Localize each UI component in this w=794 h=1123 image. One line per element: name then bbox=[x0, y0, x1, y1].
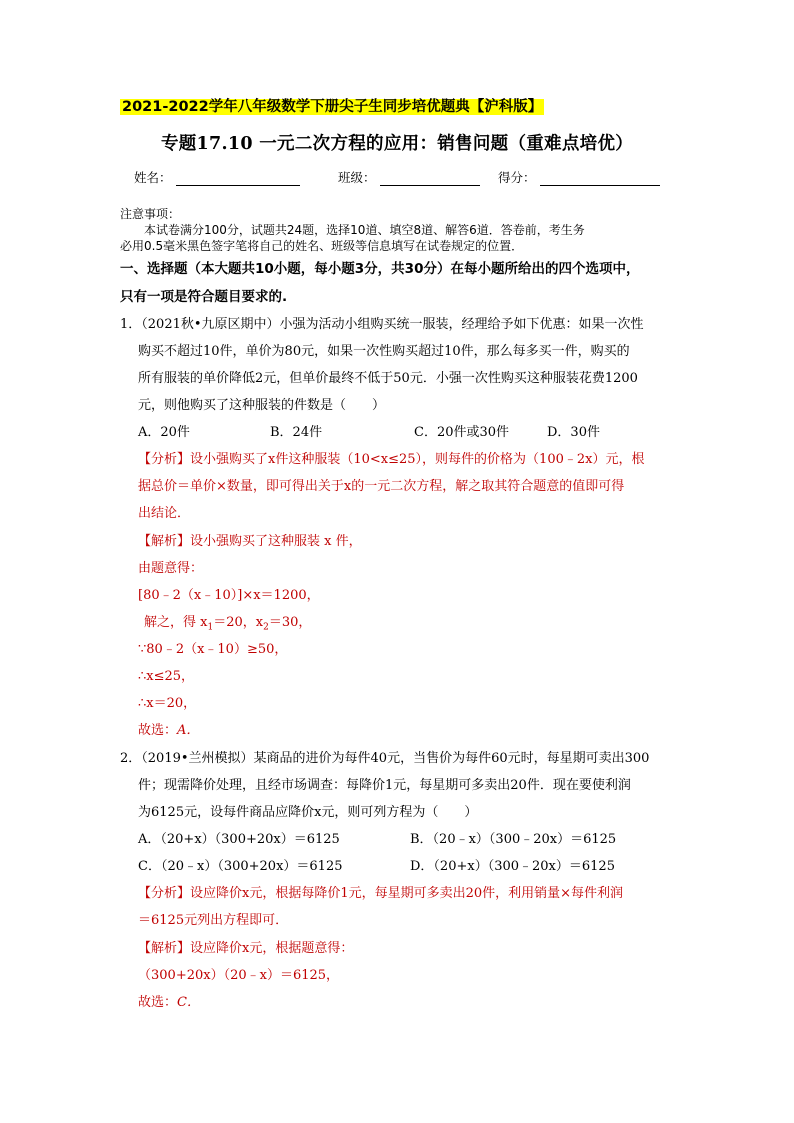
class-blank[interactable] bbox=[380, 172, 480, 186]
score-field bbox=[498, 168, 660, 186]
answer-line bbox=[138, 991, 200, 1010]
solution-line: （300+20x）（20﹣x）＝6125， bbox=[138, 968, 340, 983]
banner-text: 2021-2022学年八年级数学下册尖子生同步培优题典【沪科版】 bbox=[122, 99, 543, 115]
notice-line: 本试卷满分100分，试题共24题，选择10道、填空8道、解答6道．答卷前，考生务 bbox=[144, 223, 585, 237]
answer-value: C． bbox=[177, 995, 200, 1010]
name-label: 姓名： bbox=[134, 170, 172, 185]
analysis-line: 出结论． bbox=[138, 506, 191, 521]
solution-line: 由题意得： bbox=[138, 561, 204, 576]
score-blank[interactable] bbox=[540, 172, 660, 186]
section-heading: 只有一项是符合题目要求的. bbox=[120, 289, 288, 305]
subscript: 1 bbox=[207, 622, 214, 633]
option-c[interactable]: C．20件或30件 bbox=[414, 425, 510, 440]
solution-text: 设小强购买了这种服装 x 件， bbox=[190, 534, 362, 549]
option-b[interactable]: B．24件 bbox=[270, 425, 323, 440]
analysis-line: 据总价＝单价×数量，即可得出关于x的一元二次方程，解之取其符合题意的值即可得 bbox=[138, 479, 625, 494]
question-2-stem: 2．（2019•兰州模拟）某商品的进价为每件40元，当售价为每件60元时，每星期可卖出300 bbox=[120, 751, 650, 766]
analysis-line: ＝6125元列出方程即可． bbox=[138, 913, 289, 928]
option-d[interactable]: D．（20+x）（300﹣20x）＝6125 bbox=[410, 859, 615, 874]
name-field bbox=[134, 168, 300, 186]
analysis-text: 设小强购买了x件这种服装（10<x≤25），则每件的价格为（100﹣2x）元，根 bbox=[190, 452, 645, 467]
analysis-tag: 【分析】 bbox=[138, 452, 191, 467]
solution-line bbox=[138, 530, 362, 549]
solution-line: ∵80﹣2（x﹣10）≥50， bbox=[138, 642, 288, 657]
question-1-stem: 1．（2021秋•九原区期中）小强为活动小组购买统一服装，经理给予如下优惠：如果一次性 bbox=[120, 317, 644, 332]
answer-line bbox=[138, 719, 199, 738]
option-d[interactable]: D．30件 bbox=[547, 425, 600, 440]
class-field bbox=[338, 168, 480, 186]
analysis-line bbox=[138, 882, 623, 901]
question-2-stem: 件；现需降价处理，且经市场调查：每降价1元，每星期可多卖出20件．现在要使利润 bbox=[138, 778, 631, 793]
option-b[interactable]: B．（20﹣x）（300﹣20x）＝6125 bbox=[410, 832, 617, 847]
question-1-stem: 所有服装的单价降低2元，但单价最终不低于50元．小强一次性购买这种服装花费1200 bbox=[138, 371, 638, 386]
answer-label: 故选： bbox=[138, 995, 178, 1010]
option-a[interactable]: A．（20+x）（300+20x）＝6125 bbox=[138, 832, 340, 847]
option-c[interactable]: C．（20﹣x）（300+20x）＝6125 bbox=[138, 859, 343, 874]
option-a[interactable]: A．20件 bbox=[138, 425, 190, 440]
analysis-text: 设应降价x元，根据每降价1元，每星期可多卖出20件，利用销量×每件利润 bbox=[190, 886, 624, 901]
solution-fragment: 解之，得 x bbox=[144, 615, 208, 630]
score-label: 得分： bbox=[498, 170, 536, 185]
answer-label: 故选： bbox=[138, 723, 178, 738]
question-1-stem: 元，则他购买了这种服装的件数是（ ） bbox=[138, 398, 386, 413]
section-heading: 一、选择题（本大题共10小题，每小题3分，共30分）在每小题所给出的四个选项中， bbox=[120, 261, 640, 277]
solution-line: ∴x≤25， bbox=[138, 669, 195, 684]
solution-line: [80﹣2（x﹣10）]×x＝1200， bbox=[138, 588, 320, 603]
solution-line bbox=[138, 937, 353, 956]
analysis-line bbox=[138, 448, 644, 467]
page-title: 专题17.10 一元二次方程的应用：销售问题（重难点培优） bbox=[160, 134, 634, 154]
solution-fragment: ＝20，x bbox=[213, 615, 264, 630]
notice-line: 必用0.5毫米黑色签字笔将自己的姓名、班级等信息填写在试卷规定的位置． bbox=[120, 239, 524, 253]
subscript: 2 bbox=[263, 622, 269, 633]
solution-tag: 【解析】 bbox=[138, 534, 191, 549]
name-blank[interactable] bbox=[176, 172, 300, 186]
solution-line bbox=[144, 611, 311, 633]
analysis-tag: 【分析】 bbox=[138, 886, 191, 901]
header-banner bbox=[120, 96, 544, 117]
solution-fragment: ＝30， bbox=[268, 615, 312, 630]
solution-line: ∴x＝20， bbox=[138, 696, 197, 711]
notice-block bbox=[120, 206, 680, 254]
answer-value: A． bbox=[177, 723, 200, 738]
solution-tag: 【解析】 bbox=[138, 941, 191, 956]
solution-text: 设应降价x元，根据题意得： bbox=[190, 941, 354, 956]
question-2-stem: 为6125元，设每件商品应降价x元，则可列方程为（ ） bbox=[138, 805, 478, 820]
notice-heading: 注意事项： bbox=[120, 207, 181, 221]
question-1-stem: 购买不超过10件，单价为80元，如果一次性购买超过10件，那么每多买一件，购买的 bbox=[138, 344, 630, 359]
class-label: 班级： bbox=[338, 170, 376, 185]
